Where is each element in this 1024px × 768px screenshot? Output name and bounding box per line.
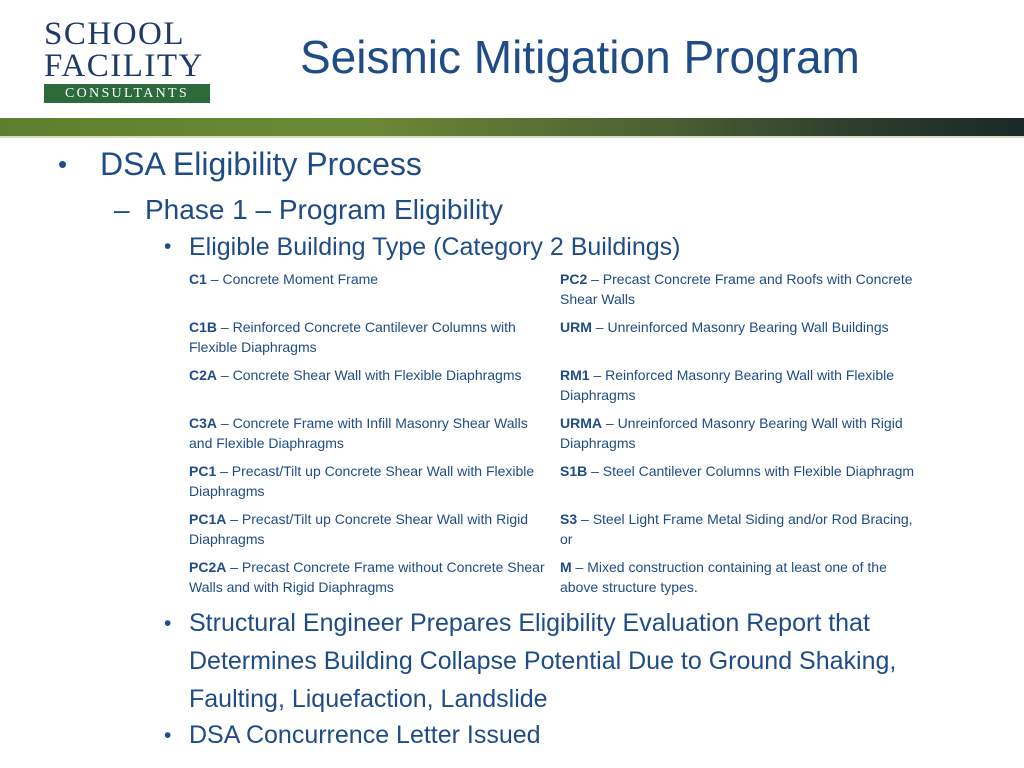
table-row: [183, 508, 928, 556]
building-type-code: RM1: [560, 367, 590, 383]
building-type-code: M: [560, 559, 572, 575]
building-type-description: – Concrete Frame with Infill Masonry Shear Walls and Flexible Diaphragms: [189, 415, 528, 451]
building-type-cell: [554, 508, 928, 556]
bullet-text: Structural Engineer Prepares Eligibility Evaluation Report that Determines Building Collapse Potential Due to Ground Shaking, Faulting, Liquefaction, Landslide: [189, 609, 897, 713]
building-type-cell: [554, 556, 928, 604]
building-type-code: PC2A: [189, 559, 227, 575]
company-logo: [44, 18, 214, 110]
building-type-description: – Concrete Shear Wall with Flexible Diaphragms: [217, 367, 522, 383]
building-type-cell: [183, 268, 554, 316]
building-type-cell: [554, 364, 928, 412]
building-type-code: S3: [560, 511, 578, 527]
bullet-marker: •: [58, 149, 68, 179]
building-type-code: C1: [189, 271, 207, 287]
building-type-description: – Mixed construction containing at least one of the above structure types.: [560, 559, 887, 595]
table-row: [183, 460, 928, 508]
building-type-cell: [183, 412, 554, 460]
building-type-cell: [183, 316, 554, 364]
title-divider-bar: [0, 118, 1024, 136]
building-type-description: – Reinforced Concrete Cantilever Columns with Flexible Diaphragms: [189, 319, 516, 355]
building-type-cell: [183, 460, 554, 508]
building-type-code: S1B: [560, 463, 588, 479]
bullet-evaluation-report: [164, 604, 959, 718]
building-type-code: PC1: [189, 463, 217, 479]
bullet-marker: •: [164, 612, 172, 635]
building-type-cell: [554, 412, 928, 460]
bullet-level1: [58, 146, 422, 183]
building-type-code: C1B: [189, 319, 218, 335]
bullet-text: Phase 1 – Program Eligibility: [145, 194, 503, 225]
bullet-text: Eligible Building Type (Category 2 Buildings): [189, 233, 681, 261]
table-row: [183, 316, 928, 364]
building-type-description: – Precast Concrete Frame and Roofs with Concrete Shear Walls: [560, 271, 913, 307]
logo-line-facility: FACILITY: [44, 48, 204, 84]
building-type-code: PC1A: [189, 511, 227, 527]
building-type-description: – Precast Concrete Frame without Concrete Shear Walls and with Rigid Diaphragms: [189, 559, 545, 595]
table-row: [183, 556, 928, 604]
table-row: [183, 412, 928, 460]
building-type-code: C3A: [189, 415, 218, 431]
bullet-marker: •: [164, 724, 172, 747]
building-type-description: – Unreinforced Masonry Bearing Wall with Rigid Diaphragms: [560, 415, 903, 451]
bullet-level3: [164, 233, 681, 262]
bullet-marker: •: [164, 235, 172, 258]
logo-line-school: SCHOOL: [44, 16, 186, 52]
building-type-description: – Steel Cantilever Columns with Flexible Diaphragm: [587, 463, 915, 479]
building-type-description: – Unreinforced Masonry Bearing Wall Buildings: [591, 319, 889, 335]
dash-marker: –: [114, 194, 130, 225]
building-type-description: – Precast/Tilt up Concrete Shear Wall with Flexible Diaphragms: [189, 463, 535, 499]
building-type-table: [183, 268, 928, 604]
building-type-description: – Reinforced Masonry Bearing Wall with Flexible Diaphragms: [560, 367, 895, 403]
building-type-description: – Concrete Moment Frame: [206, 271, 379, 287]
building-type-code: URMA: [560, 415, 602, 431]
building-type-code: PC2: [560, 271, 588, 287]
building-type-code: URM: [560, 319, 592, 335]
bullet-concurrence-letter: [164, 716, 541, 754]
building-type-table-body: [183, 268, 928, 604]
logo-line-consultants: CONSULTANTS: [44, 84, 210, 103]
slide-title: Seismic Mitigation Program: [300, 31, 860, 83]
building-type-cell: [183, 556, 554, 604]
building-type-cell: [554, 460, 928, 508]
building-type-cell: [554, 268, 928, 316]
bullet-level2: [114, 194, 503, 226]
building-type-code: C2A: [189, 367, 218, 383]
bullet-text: DSA Concurrence Letter Issued: [189, 721, 541, 749]
building-type-cell: [183, 508, 554, 556]
building-type-description: – Precast/Tilt up Concrete Shear Wall with Rigid Diaphragms: [189, 511, 528, 547]
building-type-cell: [183, 364, 554, 412]
building-type-description: – Steel Light Frame Metal Siding and/or Rod Bracing, or: [560, 511, 913, 547]
table-row: [183, 268, 928, 316]
title-divider-line: [0, 136, 1024, 138]
bullet-text: DSA Eligibility Process: [100, 146, 422, 182]
building-type-cell: [554, 316, 928, 364]
table-row: [183, 364, 928, 412]
